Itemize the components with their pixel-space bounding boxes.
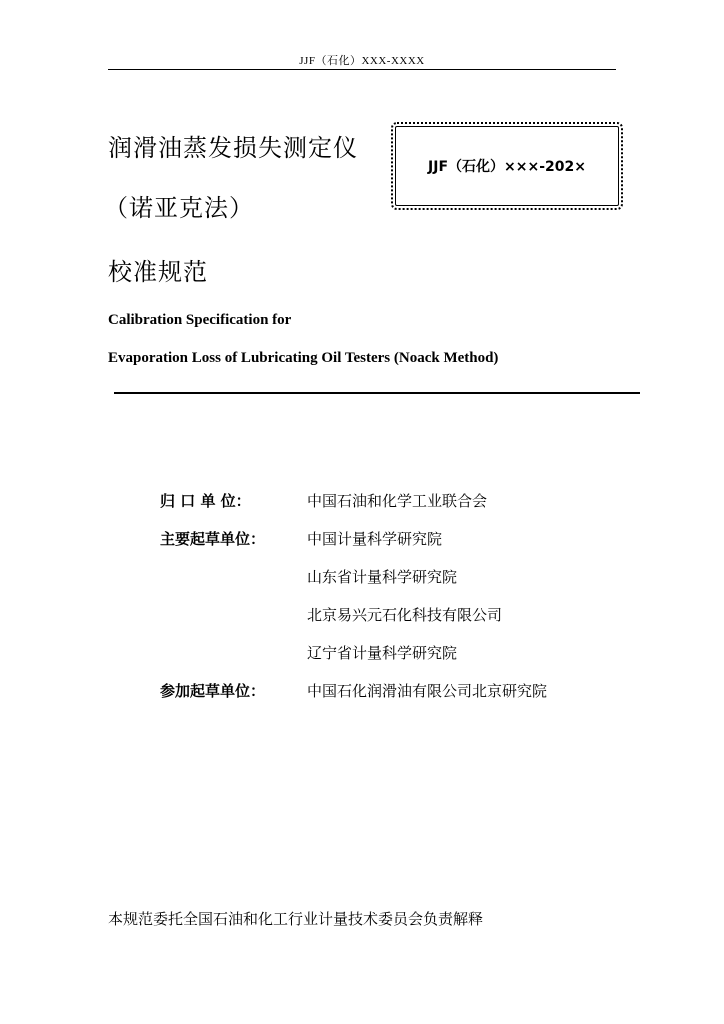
participating-drafting-label: 参加起草单位：	[160, 682, 266, 700]
title-english-line-1: Calibration Specification for	[108, 312, 292, 328]
centralized-unit-value: 中国石油和化学工业联合会	[307, 492, 488, 510]
standard-number-frame	[391, 122, 623, 210]
header-divider	[108, 69, 616, 70]
centralized-unit-label: 归 口 单 位：	[160, 492, 251, 510]
main-drafting-unit: 山东省计量科学研究院	[307, 568, 458, 586]
main-drafting-unit: 中国计量科学研究院	[307, 530, 443, 548]
title-chinese-line-1: 润滑油蒸发损失测定仪	[108, 134, 358, 162]
title-divider	[114, 392, 640, 394]
main-drafting-unit: 辽宁省计量科学研究院	[307, 644, 458, 662]
participating-drafting-unit: 中国石化润滑油有限公司北京研究院	[307, 682, 548, 700]
title-chinese-line-2: （诺亚克法）	[104, 194, 254, 222]
title-chinese-line-3: 校准规范	[108, 258, 208, 286]
main-drafting-label: 主要起草单位：	[160, 530, 266, 548]
header-standard-code: JJF（石化）XXX-XXXX	[299, 55, 425, 67]
title-english-line-2: Evaporation Loss of Lubricating Oil Testers (Noack Method)	[108, 350, 499, 366]
standard-number: JJF（石化）×××-202×	[428, 159, 586, 175]
interpretation-note: 本规范委托全国石油和化工行业计量技术委员会负责解释	[108, 910, 484, 928]
main-drafting-unit: 北京易兴元石化科技有限公司	[307, 606, 503, 624]
